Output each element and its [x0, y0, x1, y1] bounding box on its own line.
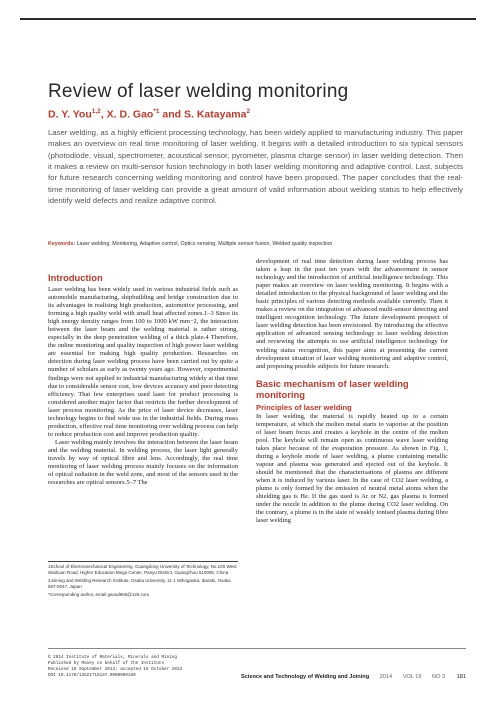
- affiliation-footnote: 2Joining and Welding Research Institute, Osaka University, 11-1 Mihogaoka, Ibaraki, Osaka 567-0047, Japan: [48, 578, 231, 590]
- footnote-rule: [48, 561, 238, 562]
- author-name: S. Katayama: [184, 108, 247, 121]
- body-paragraph: Laser welding has been widely used in various industrial fields such as automobile manufacturing, shipbuilding and bridge construction due to its advantages in realising high production, automotive processing, and forming a high quality weld with small heat affected zones.1–3 Since its high energy density ranges from 100 to 1000 kW mm−2, the interaction between the laser beam and the welding material is rather strong, especially in the deep penetration welding of a thick plate.4 Therefore, the online monitoring and quality inspection of high power laser welding are essential for making high quality production. Researches on detection during laser welding process have been carried out by quite a number of scholars as early as twenty years ago. However, experimental findings were not applied to industrial manufacturing widely at that time due to considerable sensor cost, low devices accuracy and poor detecting efficiency. That few enterprises used laser for product processing is considered another major factor that restricts the further development of laser process monitoring. As the price of laser device decreases, laser technology begins to find wide use in the industrial fields. During mass production, effective real time monitoring over welding process can help to reduce production cost and improve production quality.: [48, 286, 238, 438]
- article-title: Review of laser welding monitoring: [48, 81, 349, 102]
- author-list: [48, 108, 250, 121]
- received-line: Received 10 September 2013; accepted 16 October 2013: [48, 667, 183, 672]
- keywords: [48, 241, 468, 247]
- body-paragraph: In laser welding, the material is rapidly heated up to a certain temperature, at which the molten metal starts to vaporise at the position of laser beam focus and creates a keyhole in the centre of the molten pool. The keyhole will remain open as continuous wave laser welding takes place because of the evaporation pressure. As shown in Fig. 1, during a keyhole mode of laser welding, a plume containing metallic vapour and plasma was generated and ejected out of the keyhole. It should be mentioned that the characterisations of plasma are different when it is induced by various laser. In the case of CO2 laser welding, a plume is only formed by the emission of neutral metal atoms when the shielding gas is He. If the gas used is Ar or N2, gas plasma is formed under the nozzle in addition to the plume during CO2 laser welding. On the contrary, a plume is in the state of weakly ionised plasma during fibre laser welding: [256, 412, 448, 525]
- footer-rule: [48, 648, 466, 649]
- publisher-info: [48, 655, 182, 679]
- keywords-list: Laser welding, Monitoring, Adaptive control, Optics sensing, Multiple sensor fusion, Welded quality inspection: [76, 241, 333, 247]
- right-column: [256, 258, 448, 525]
- doi-line: DOI 10.1179/1362171813Y.0000000180: [48, 673, 136, 678]
- affiliations-footnotes: [48, 564, 238, 600]
- publisher-line: Published by Maney on behalf of the Institute: [48, 661, 165, 666]
- author-name: X. D. Gao: [106, 108, 154, 121]
- header-rule: [20, 18, 476, 20]
- keywords-label: Keywords:: [48, 241, 76, 247]
- subsection-heading-principles: Principles of laser welding: [256, 402, 352, 412]
- left-column: [48, 272, 238, 487]
- affiliation-footnote: 1School of Electromechanical Engineering, Guangdong University of Technology, No.100 West Waihuan Road, Higher Education Mega Center, Panyu District, Guangzhou 510006, China: [48, 564, 237, 576]
- body-paragraph: Laser welding mainly involves the interaction between the laser beam and the welding material. In welding process, the laser light generally travels by way of optical fibre and lens. Accordingly, the real time monitoring of laser welding process mainly focuses on the information of optical radiation in the weld zone, and most of the sensors used in the researches are optical sensors.5–7 The: [48, 438, 238, 487]
- journal-year: 2014: [379, 674, 393, 680]
- body-paragraph: development of real time detection during laser welding process has taken a leap in the past ten years with the advancement in sensor technology and the introduction of artificial intelligence technology. This paper makes an overview on laser welding monitoring. It begins with a detailed introduction to the physical background of laser welding and the basic principles of various detecting methods available currently. Then it makes a review on the integration of advanced multi-sensor detecting and intelligent recognition technology. The future development prospect of laser welding detection has been envisioned. By introducing the effective application of advanced sensing technology to laser welding detection and reviewing the attempts to use artificial intelligence technology for welding status recognition, this paper aims at presenting the current development situation of laser welding monitoring and adaptive control, and proposing possible subjects for future research.: [256, 258, 448, 370]
- journal-name: Science and Technology of Welding and Joining: [240, 674, 370, 680]
- affiliation-marker: *1: [153, 108, 160, 115]
- corresponding-author-note: *Corresponding author, email gaoxd666@126.com: [48, 592, 150, 598]
- affiliation-marker: 1,2: [91, 108, 101, 115]
- journal-footer: [241, 674, 466, 680]
- section-heading-basic-mechanism: Basic mechanism of laser welding monitoring: [256, 377, 409, 400]
- journal-issue: NO 3: [432, 674, 446, 680]
- section-heading-introduction: Introduction: [48, 272, 103, 283]
- page-number: 181: [456, 674, 466, 680]
- copyright-line: © 2014 Institute of Materials, Minerals and Mining: [48, 655, 177, 660]
- affiliation-marker: 2: [246, 108, 251, 115]
- author-separator: ,: [100, 108, 107, 121]
- abstract: Laser welding, as a highly efficient processing technology, has been widely applied to manufacturing industry. This paper makes an overview on real time monitoring of laser welding. It begins with a detailed introduction to six typical sensors (photodiode, visual, spectrometer, acoustical sensor, pyrometer, plasma charge sensor) in laser welding detection. Then it makes a review on multi-sensor fusion technology in both laser welding monitoring and adaptive control. Last, subjects for future research concerning welding monitoring and control have been proposed. The paper concludes that the real-time monitoring of laser welding can provide a great amount of valid information about welding status to help effectively identify weld defects and realize adaptive control.: [48, 128, 463, 206]
- author-name: D. Y. You: [48, 108, 92, 121]
- author-separator: and: [159, 108, 185, 121]
- journal-volume: VOL 19: [402, 674, 422, 680]
